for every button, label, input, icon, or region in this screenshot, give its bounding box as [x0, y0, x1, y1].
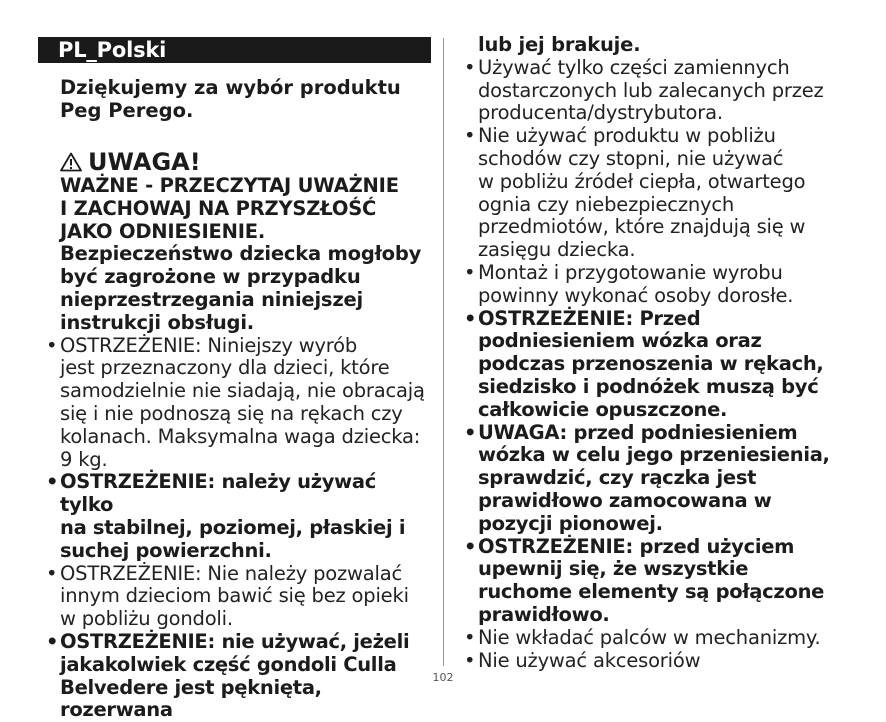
item-line: wózka w celu jego przeniesienia,: [478, 443, 830, 467]
item-line: upewnij się, że wszystkie: [478, 557, 749, 581]
item-line: podczas przenoszenia w rękach,: [478, 352, 824, 376]
warning-item: [46, 470, 435, 562]
bullet-dot: •: [46, 333, 58, 357]
bullet-dot: •: [464, 306, 477, 330]
item-line: OSTRZEŻENIE: przed użyciem: [478, 534, 795, 558]
item-line: w pobliżu źródeł ciepła, otwartego: [478, 169, 806, 193]
important-notice: [60, 175, 435, 243]
thanks-line: Dziękujemy za wybór produktu: [60, 76, 401, 99]
item-line: całkowicie opuszczone.: [478, 397, 728, 421]
safety-line: Bezpieczeństwo dziecka mogłoby: [60, 242, 422, 266]
warning-title: UWAGA!: [88, 148, 201, 176]
warning-item: [46, 333, 435, 472]
item-line: pozycji pionowej.: [478, 511, 663, 535]
item-line: Belvedere jest pęknięta, rozerwana: [60, 675, 322, 722]
item-line: kolanach. Maksymalna waga dziecka:: [60, 424, 421, 448]
item-line: samodzielnie nie siadają, nie obracają: [60, 379, 425, 403]
bullet-dot: •: [464, 124, 476, 148]
item-line: OSTRZEŻENIE: należy używać tylko: [60, 470, 377, 517]
item-line: innym dzieciom bawić się bez opieki: [60, 584, 409, 608]
item-line: ognia czy niebezpiecznych: [478, 192, 735, 216]
continuation-line: lub jej brakuje.: [478, 33, 641, 56]
warning-item: [464, 420, 840, 536]
warning-triangle-icon: [60, 152, 82, 172]
item-line: prawidłowo zamocowana w: [478, 488, 772, 512]
bullet-dot: •: [46, 470, 59, 494]
item-line: producenta/dystrybutora.: [478, 101, 723, 125]
item-line: jakakolwiek część gondoli Culla: [60, 652, 397, 676]
bullet-dot: •: [46, 629, 59, 653]
item-line: zasięgu dziecka.: [478, 238, 636, 262]
item-line: jest przeznaczony dla dzieci, które: [60, 356, 390, 380]
item-line: Nie wkładać palców w mechanizmy.: [478, 625, 821, 649]
item-line: sprawdzić, czy rączka jest: [478, 466, 757, 490]
item-line: OSTRZEŻENIE: Przed: [478, 306, 701, 330]
important-line: WAŻNE - PRZECZYTAJ UWAŻNIE: [60, 174, 399, 197]
item-line: Nie używać akcesoriów: [478, 648, 701, 672]
warning-item: [464, 124, 840, 262]
warning-heading: [60, 149, 435, 175]
item-line: OSTRZEŻENIE: Nie należy pozwalać: [60, 561, 403, 585]
item-line: w pobliżu gondoli.: [60, 607, 233, 631]
bullet-dot: •: [464, 534, 477, 558]
thank-you-text: [60, 76, 435, 122]
warning-item: [464, 306, 840, 422]
bullet-dot: •: [464, 648, 476, 672]
item-line: na stabilnej, poziomej, płaskiej i: [60, 515, 406, 539]
warning-item: [464, 534, 840, 627]
item-line: ruchome elementy są połączone: [478, 580, 825, 604]
safety-line: nieprzestrzegania niniejszej: [60, 287, 364, 311]
item-line: OSTRZEŻENIE: Niniejszy wyrób: [60, 333, 358, 357]
right-warning-list: [464, 55, 840, 673]
item-line: podniesieniem wózka oraz: [478, 329, 762, 353]
item-line: OSTRZEŻENIE: nie używać, jeżeli: [60, 629, 410, 653]
safety-notice: [60, 243, 435, 334]
warning-item: [464, 55, 840, 125]
item-line: siedzisko i podnóżek muszą być: [478, 374, 819, 398]
warning-item: [464, 648, 840, 673]
item-line: się i nie podnoszą się na rękach czy: [60, 401, 403, 425]
item-line: UWAGA: przed podniesieniem: [478, 420, 798, 444]
item-line: schodów czy stopni, nie używać: [478, 146, 784, 170]
bullet-dot: •: [464, 55, 476, 79]
warning-item: [46, 561, 435, 631]
item-line: Używać tylko części zamiennych: [478, 55, 790, 79]
item-line: dostarczonych lub zalecanych przez: [478, 78, 824, 102]
left-warning-list: [46, 333, 435, 722]
item-line: 9 kg.: [60, 447, 108, 471]
item-line: przedmiotów, które znajdują się w: [478, 215, 806, 239]
item-line: prawidłowo.: [478, 602, 610, 626]
bullet-dot: •: [464, 260, 476, 284]
item-line: powinny wykonać osoby dorosłe.: [478, 283, 794, 307]
item-line: Montaż i przygotowanie wyrobu: [478, 260, 783, 284]
warning-item: [464, 625, 840, 650]
item-line: suchej powierzchni.: [60, 538, 272, 562]
right-column: [464, 33, 840, 672]
column-divider: [443, 38, 444, 666]
item-line: Nie używać produktu w pobliżu: [478, 124, 776, 148]
page-number: 102: [432, 671, 454, 684]
important-line: I ZACHOWAJ NA PRZYSZŁOŚĆ: [60, 196, 377, 220]
warning-item: [464, 260, 840, 308]
safety-line: być zagrożone w przypadku: [60, 265, 361, 289]
language-header: PL_Polski: [38, 37, 431, 63]
bullet-dot: •: [464, 625, 476, 649]
bullet-dot: •: [46, 561, 58, 585]
safety-line: instrukcji obsługi.: [60, 310, 255, 334]
bullet-dot: •: [464, 420, 477, 444]
left-column: [46, 76, 435, 722]
thanks-line: Peg Perego.: [60, 99, 194, 122]
important-line: JAKO ODNIESIENIE.: [60, 219, 266, 243]
